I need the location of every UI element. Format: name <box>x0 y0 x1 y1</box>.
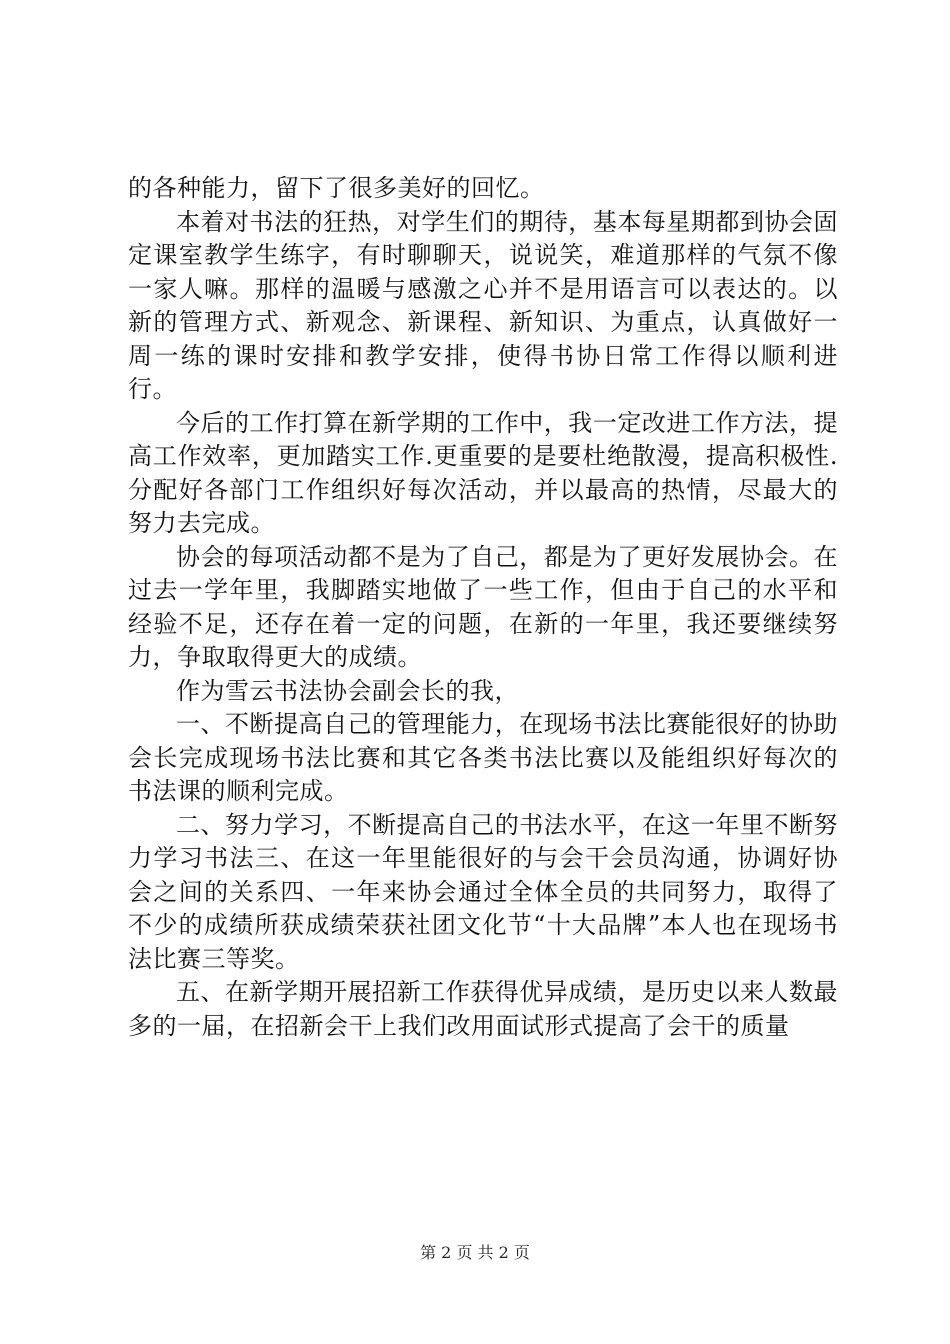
paragraph-continuation: 的各种能力，留下了很多美好的回忆。 <box>128 174 545 202</box>
paragraph-future-plans: 今后的工作打算在新学期的工作中，我一定改进工作方法，提高工作效率，更加踏实工作.更重要的是要杜绝散漫，提高积极性.分配好各部门工作组织好每次活动，并以最高的热情，尽最大的努力去完成。 <box>128 408 838 537</box>
paragraph-item-two: 二、努力学习，不断提高自己的书法水平，在这一年里不断努力学习书法三、在这一年里能很好的与会干会员沟通，协调好协会之间的关系四、一年来协会通过全体全员的共同努力，取得了不少的成绩所获成绩荣获社团文化节“十大品牌”本人也在现场书法比赛三等奖。 <box>128 810 838 973</box>
document-body <box>128 172 838 1043</box>
paragraph-item-five: 五、在新学期开展招新工作获得优异成绩，是历史以来人数最多的一届，在招新会干上我们改用面试形式提高了会干的质量 <box>128 978 838 1040</box>
paragraph-association-activities: 协会的每项活动都不是为了自己，都是为了更好发展协会。在过去一学年里，我脚踏实地做了一些工作，但由于自己的水平和经验不足，还存在着一定的问题，在新的一年里，我还要继续努力，争取取得更大的成绩。 <box>128 542 838 671</box>
paragraph-item-one: 一、不断提高自己的管理能力，在现场书法比赛能很好的协助会长完成现场书法比赛和其它各类书法比赛以及能组织好每次的书法课的顺利完成。 <box>128 710 838 805</box>
paragraph-calligraphy-teaching: 本着对书法的狂热，对学生们的期待，基本每星期都到协会固定课室教学生练字，有时聊聊天，说说笑，难道那样的气氛不像一家人嘛。那样的温暖与感激之心并不是用语言可以表达的。以新的管理方式、新观念、新课程、新知识、为重点，认真做好一周一练的课时安排和教学安排，使得书协日常工作得以顺利进行。 <box>128 207 838 403</box>
page-footer: 第 2 页 共 2 页 <box>420 1243 530 1262</box>
paragraph-vice-president-intro: 作为雪云书法协会副会长的我， <box>176 676 519 705</box>
